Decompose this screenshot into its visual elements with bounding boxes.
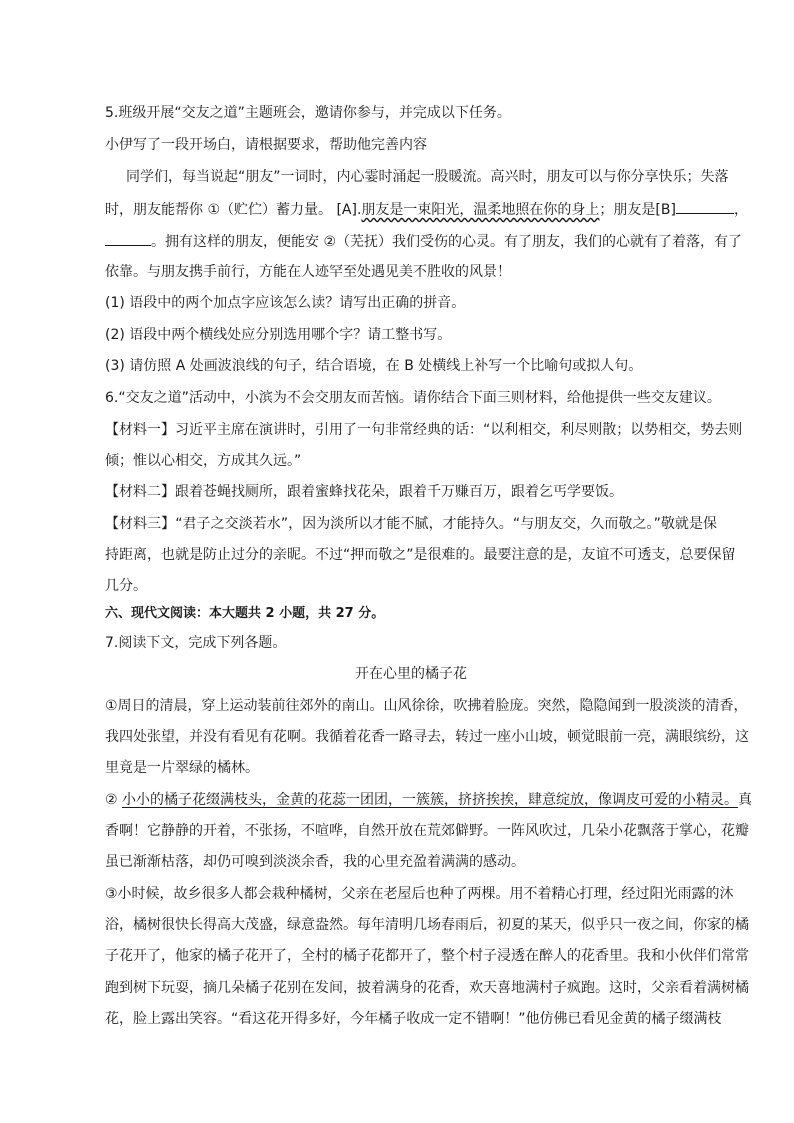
article-para-3-line-4: 跑到树下玩耍，摘几朵橘子花别在发间，披着满身的花香，欢天喜地满村子疯跑。这时，父亲看着满树橘 <box>105 980 749 996</box>
underlined-sentence: 小小的橘子花缀满枝头，金黄的花蕊一团团，一簇簇，挤挤挨挨，肆意绽放，像调皮可爱的小精灵。 <box>122 792 739 808</box>
q5-paragraph-line-4: 依靠。与朋友携手前行，方能在人迹罕至处遇见美不胜收的风景！ <box>105 264 511 280</box>
q5-sub-question-1: (1) 语段中的两个加点字应该怎么读？请写出正确的拼音。 <box>105 295 466 311</box>
para-number: ② <box>105 792 123 808</box>
article-para-3-line-2: 浴，橘树很快长得高大茂盛，绿意盎然。每年清明几场春雨后，初夏的某天，似乎只一夜之间，你家的橘 <box>105 917 749 933</box>
q5-title: 5.班级开展“交友之道”主题班会，邀请你参与，并完成以下任务。 <box>105 105 511 121</box>
article-para-3-line-5: 花，脸上露出笑容。“看这花开得多好，今年橘子收成一定不错啊！”他仿佛已看见金黄的橘子缀满枝 <box>105 1011 722 1027</box>
q5-text: 。拥有这样的朋友，便能安 ②（芜抚）我们受伤的心灵。有了朋友，我们的心就有了着落，有了 <box>151 234 742 250</box>
q5-paragraph-line-3 <box>105 231 742 252</box>
article-title: 开在心里的橘子花 <box>355 666 467 682</box>
q6-material-3-line-3: 几分。 <box>105 578 147 594</box>
article-text: 真 <box>738 792 753 808</box>
article-para-2-line-2: 香啊！它静静的开着，不张扬，不喧哗，自然开放在荒郊僻野。一阵风吹过，几朵小花飘落于掌心，花瓣 <box>105 823 749 839</box>
q6-material-3-line-2: 持距离，也就是防止过分的亲昵。不过“押而敬之”是很难的。最要注意的是，友谊不可透支，总要保留 <box>105 547 736 563</box>
q5-paragraph-line-1: 同学们，每当说起“朋友”一词时，内心霎时涌起一股暖流。高兴时，朋友可以与你分享快乐；失落 <box>126 169 729 185</box>
q5-text: ；朋友是[B] <box>599 202 676 218</box>
q6-material-1-line-1: 【材料一】习近平主席在演讲时，引用了一句非常经典的话：“以利相交，利尽则散；以势相交，势去则 <box>105 422 743 438</box>
q5-text: 时，朋友能帮你 ①（贮伫）蓄力量。 [A]. <box>105 202 362 218</box>
q7-title: 7.阅读下文，完成下列各题。 <box>105 635 287 651</box>
section-heading: 六、现代文阅读：本大题共 2 小题，共 27 分。 <box>105 606 385 621</box>
article-para-3-line-1: ③小时候，故乡很多人都会栽种橘树，父亲在老屋后也种了两棵。用不着精心打理，经过阳光雨露的沐 <box>105 886 734 902</box>
article-para-2-line-3: 虽已渐渐枯落，却仍可嗅到淡淡余香，我的心里充盈着满满的感动。 <box>105 854 525 870</box>
article-para-2-line-1 <box>105 790 753 810</box>
q5-blank-b-1[interactable] <box>676 199 734 214</box>
q5-text: ， <box>733 202 748 218</box>
article-para-1-line-1: ①周日的清晨，穿上运动装前往郊外的南山。山风徐徐，吹拂着脸庞。突然，隐隐闻到一股淡淡的清香， <box>105 698 748 714</box>
q6-title: 6.“交友之道”活动中，小滨为不会交朋友而苦恼。请你结合下面三则材料，给他提供一些交友建议。 <box>105 390 721 406</box>
q5-blank-b-2[interactable] <box>105 231 151 246</box>
q6-material-2: 【材料二】跟着苍蝇找厕所，跟着蜜蜂找花朵，跟着千万赚百万，跟着乞丐学要饭。 <box>105 484 623 500</box>
q5-sub-question-2: (2) 语段中两个横线处应分别选用哪个字？请工整书写。 <box>105 327 452 343</box>
article-para-3-line-3: 子花开了，他家的橘子花开了，全村的橘子花都开了，整个村子浸透在醉人的花香里。我和小伙伴们常常 <box>105 948 749 964</box>
q6-material-3-line-1: 【材料三】“君子之交淡若水”，因为淡所以才能不腻，才能持久。“与朋友交，久而敬之。”敬就是保 <box>105 516 717 532</box>
q5-sub-question-3: (3) 请仿照 A 处画波浪线的句子，结合语境，在 B 处横线上补写一个比喻句或拟人句。 <box>105 358 643 374</box>
q5-intro: 小伊写了一段开场白，请根据要求，帮助他完善内容 <box>105 137 427 153</box>
q5-wavy-sentence-a: 朋友是一束阳光，温柔地照在你的身上 <box>361 202 600 218</box>
q5-paragraph-line-2 <box>105 199 748 220</box>
article-para-1-line-3: 里竟是一片翠绿的橘林。 <box>105 760 259 776</box>
q6-material-1-line-2: 倾；惟以心相交，方成其久远。” <box>105 453 302 469</box>
article-para-1-line-2: 我四处张望，并没有看见有花啊。我循着花香一路寻去，转过一座小山坡，顿觉眼前一亮，满眼缤纷，这 <box>105 729 749 745</box>
